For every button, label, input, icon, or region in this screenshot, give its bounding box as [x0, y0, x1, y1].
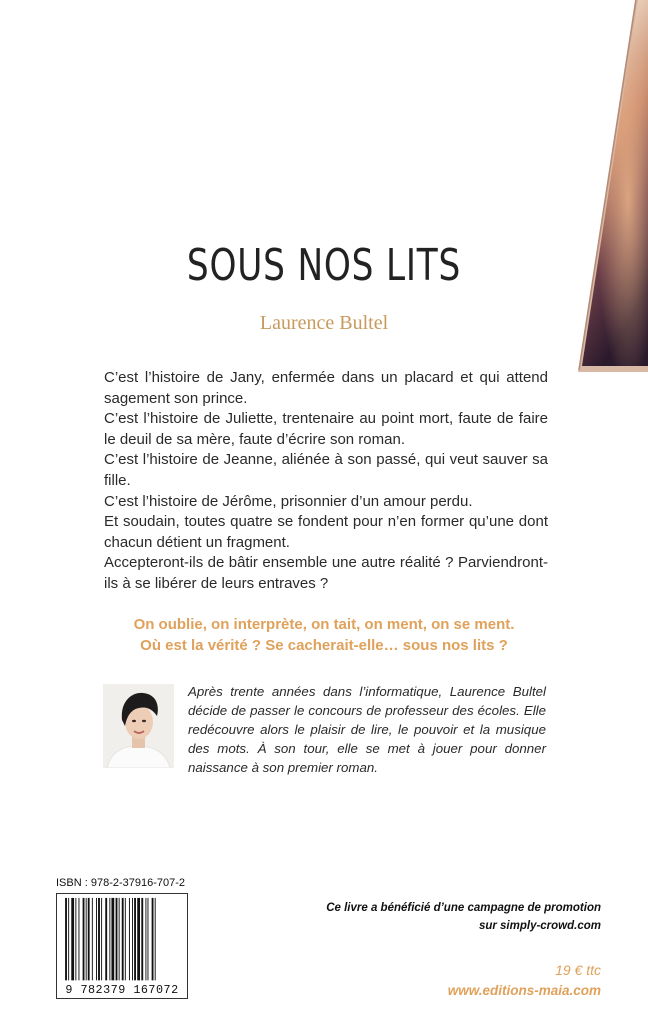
publisher-website: www.editions-maia.com [447, 983, 601, 998]
synopsis-paragraph: Et soudain, toutes quatre se fondent pour n’en former qu’une dont chacun détient un fragment. [104, 513, 548, 551]
promo-line: Ce livre a bénéficié d’une campagne de promotion [326, 902, 601, 914]
barcode-bar [98, 898, 100, 980]
book-title: SOUS NOS LITS [186, 240, 462, 291]
synopsis-paragraph: C’est l’histoire de Jeanne, aliénée à son passé, qui veut sauver sa fille. [104, 451, 548, 489]
barcode-bar [105, 898, 107, 980]
tagline-line: On oublie, on interprète, on tait, on ment, on se ment. [133, 616, 515, 633]
synopsis-paragraph: Accepteront-ils de bâtir ensemble une autre réalité ? Parviendront-ils à se libérer de leurs entraves ? [104, 554, 548, 592]
synopsis-paragraph: C’est l’histoire de Jany, enfermée dans un placard et qui attend sagement son prince. [104, 369, 548, 407]
barcode-bar [111, 898, 114, 980]
barcode-bar [116, 898, 118, 980]
author-portrait-image [103, 684, 174, 768]
barcode-bar [75, 898, 76, 980]
author-name: Laurence Bultel [259, 312, 389, 334]
barcode-bar [109, 898, 110, 980]
barcode-bar [65, 898, 67, 980]
barcode-bar [88, 898, 90, 980]
barcode-bar [145, 898, 146, 980]
promo-note [301, 899, 601, 935]
barcode-bar [101, 898, 102, 980]
tagline-line: Où est la vérité ? Se cacherait-elle… sous nos lits ? [140, 637, 508, 654]
promo-line: sur simply-crowd.com [478, 920, 601, 932]
barcode-bar [78, 898, 79, 980]
barcode-bar [92, 898, 93, 980]
barcode-bar [129, 898, 130, 980]
synopsis [104, 368, 548, 595]
author-portrait [103, 684, 174, 768]
barcode-bar [125, 898, 126, 980]
barcode [56, 893, 188, 999]
barcode-bar [68, 898, 69, 980]
barcode-bar [71, 898, 74, 980]
barcode-bar [148, 898, 149, 980]
barcode-bar [137, 898, 140, 980]
barcode-bar [132, 898, 133, 980]
synopsis-paragraph: C’est l’histoire de Juliette, trentenaire au point mort, faute de faire le deuil de sa mère, faute d’écrire son roman. [104, 410, 548, 448]
barcode-bar [122, 898, 124, 980]
barcode-bar [83, 898, 85, 980]
synopsis-paragraph: C’est l’histoire de Jérôme, prisonnier d’un amour perdu. [104, 492, 473, 510]
barcode-bar [119, 898, 120, 980]
tagline [0, 614, 648, 656]
barcode-bar [141, 898, 143, 980]
barcode-bar [155, 898, 156, 980]
barcode-bar [96, 898, 97, 980]
barcode-bar [152, 898, 154, 980]
barcode-bar [86, 898, 87, 980]
price: 19 € ttc [555, 962, 601, 978]
barcode-digits: 9 782379 167072 [65, 983, 179, 998]
author-bio: Après trente années dans l’informatique, Laurence Bultel décide de passer le concours de professeur des écoles. Elle redécouvre alors le plaisir de lire, le pouvoir et la musique des mots. À son tour, elle se met à jouer pour donner naissance à son premier roman. [188, 684, 546, 775]
isbn-label: ISBN : 978-2-37916-707-2 [56, 877, 186, 889]
barcode-bar [134, 898, 136, 980]
